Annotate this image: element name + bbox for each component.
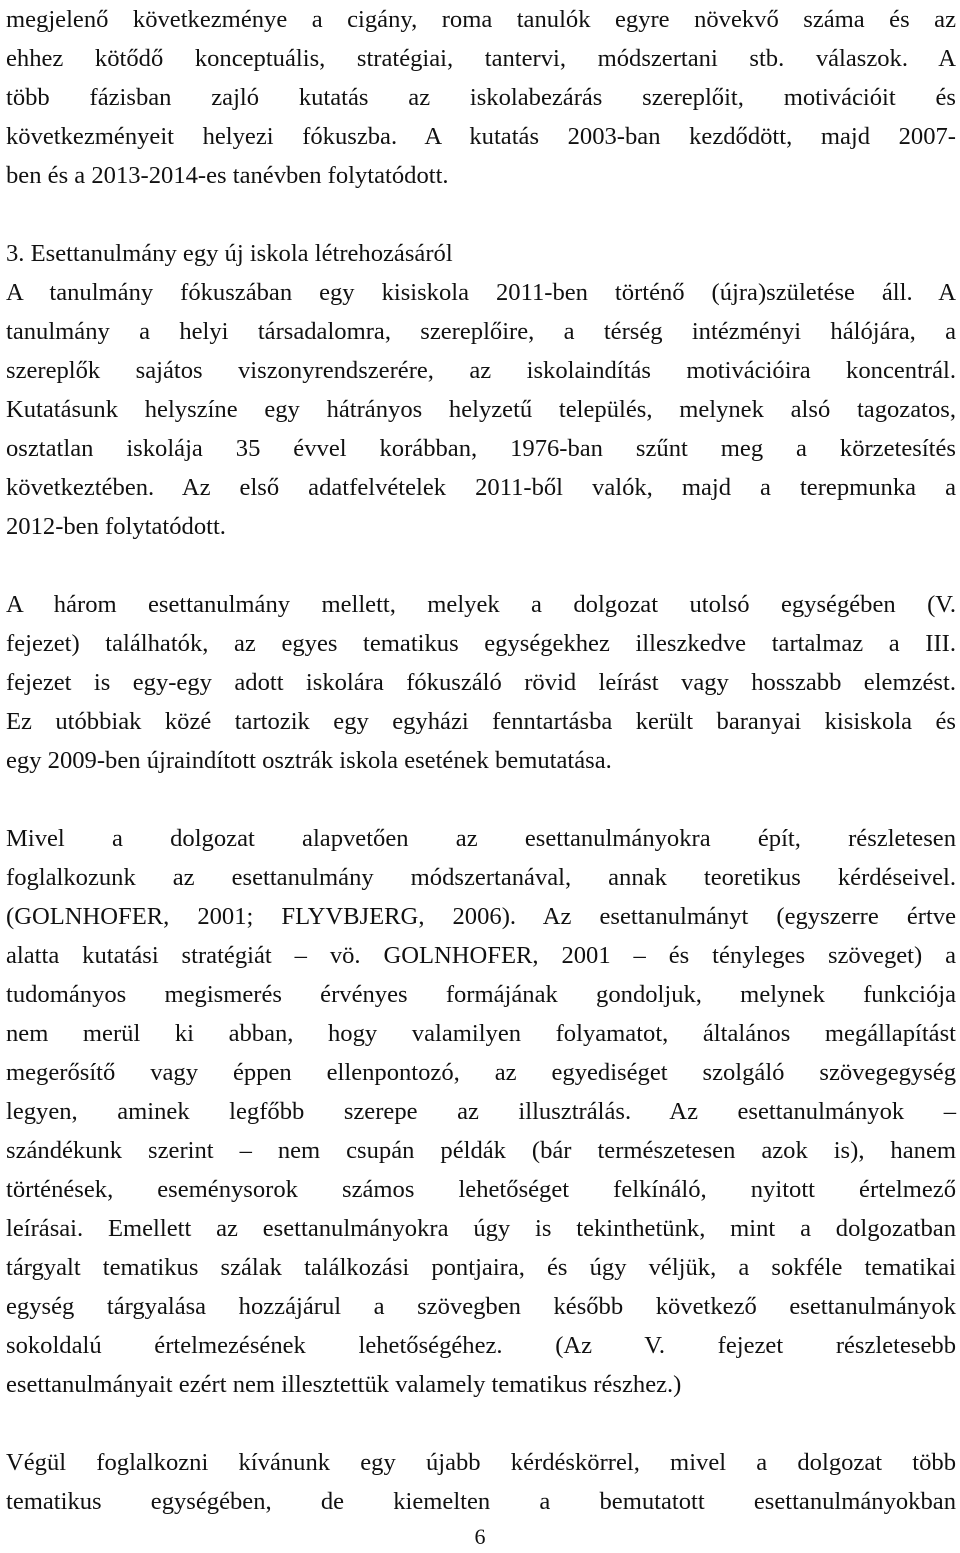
text-line: ben és a 2013-2014-es tanévben folytatódott. (6, 162, 449, 189)
text-line: leírásai. Emellett az esettanulmányokra úgy is tekinthetünk, mint a dolgozatban (6, 1215, 956, 1242)
paragraph-final-topic (6, 1443, 956, 1521)
paragraph-spacer (6, 195, 956, 234)
text-line: következtében. Az első adatfelvételek 2011-ből valók, majd a terepmunka a (6, 474, 956, 501)
page-number: 6 (474, 1524, 486, 1549)
text-line: tematikus egységében, de kiemelten a bemutatott esettanulmányokban (6, 1488, 956, 1515)
text-line: következményeit helyezi fókuszba. A kutatás 2003-ban kezdődött, majd 2007- (6, 123, 956, 150)
text-line: szereplők sajátos viszonyrendszerére, az iskolaindítás motivációira koncentrál. (6, 357, 956, 384)
text-line: Kutatásunk helyszíne egy hátrányos helyzetű település, melynek alsó tagozatos, (6, 396, 956, 423)
text-line: egység tárgyalása hozzájárul a szövegben később következő esettanulmányok (6, 1293, 956, 1320)
text-line: esettanulmányait ezért nem illesztettük valamely tematikus részhez.) (6, 1371, 682, 1398)
paragraph-spacer (6, 546, 956, 585)
text-line: egy 2009-ben újraindított osztrák iskola esetének bemutatása. (6, 747, 612, 774)
paragraph-school-closure-research (6, 0, 956, 195)
paragraph-case-study-new-school (6, 234, 956, 546)
text-line: A három esettanulmány mellett, melyek a dolgozat utolsó egységében (V. (6, 591, 956, 618)
text-line: megjelenő következménye a cigány, roma tanulók egyre növekvő száma és az (6, 6, 956, 33)
text-line: sokoldalú értelmezésének lehetőségéhez. (Az V. fejezet részletesebb (6, 1332, 956, 1359)
text-line: fejezet is egy-egy adott iskolára fókuszáló rövid leírást vagy hosszabb elemzést. (6, 669, 956, 696)
section-heading: 3. Esettanulmány egy új iskola létrehozásáról (6, 240, 453, 267)
text-line: megerősítő vagy éppen ellenpontozó, az egyediséget szolgáló szövegegység (6, 1059, 956, 1086)
text-line: foglalkozunk az esettanulmány módszertanával, annak teoretikus kérdéseivel. (6, 864, 956, 891)
paragraph-spacer (6, 780, 956, 819)
paragraph-three-case-studies (6, 585, 956, 780)
text-line: ehhez kötődő konceptuális, stratégiai, tantervi, módszertani stb. válaszok. A (6, 45, 956, 72)
text-line: 2012-ben folytatódott. (6, 513, 226, 540)
text-line: történések, eseménysorok számos lehetőséget felkínáló, nyitott értelmező (6, 1176, 956, 1203)
text-line: Végül foglalkozni kívánunk egy újabb kérdéskörrel, mivel a dolgozat több (6, 1449, 956, 1476)
text-line: szándékunk szerint – nem csupán példák (bár természetesen azok is), hanem (6, 1137, 956, 1164)
text-line: osztatlan iskolája 35 évvel korábban, 1976-ban szűnt meg a körzetesítés (6, 435, 956, 462)
text-line: több fázisban zajló kutatás az iskolabezárás szereplőit, motivációit és (6, 84, 956, 111)
text-line: legyen, aminek legfőbb szerepe az illusztrálás. Az esettanulmányok – (6, 1098, 956, 1125)
text-line: Mivel a dolgozat alapvetően az esettanulmányokra épít, részletesen (6, 825, 956, 852)
text-line: Ez utóbbiak közé tartozik egy egyházi fenntartásba került baranyai kisiskola és (6, 708, 956, 735)
text-line: (GOLNHOFER, 2001; FLYVBJERG, 2006). Az esettanulmányt (egyszerre értve (6, 903, 956, 930)
document-body (6, 0, 956, 1521)
text-line: alatta kutatási stratégiát – vö. GOLNHOFER, 2001 – és tényleges szöveget) a (6, 942, 956, 969)
text-line: tudományos megismerés érvényes formájának gondoljuk, melynek funkciója (6, 981, 956, 1008)
text-line: A tanulmány fókuszában egy kisiskola 2011-ben történő (újra)születése áll. A (6, 279, 956, 306)
text-line: nem merül ki abban, hogy valamilyen folyamatot, általános megállapítást (6, 1020, 956, 1047)
paragraph-case-study-methodology (6, 819, 956, 1404)
text-line: fejezet) találhatók, az egyes tematikus egységekhez illeszkedve tartalmaz a III. (6, 630, 956, 657)
paragraph-spacer (6, 1404, 956, 1443)
text-line: tárgyalt tematikus szálak találkozási pontjaira, és úgy véljük, a sokféle tematikai (6, 1254, 956, 1281)
text-line: tanulmány a helyi társadalomra, szereplőire, a térség intézményi hálójára, a (6, 318, 956, 345)
